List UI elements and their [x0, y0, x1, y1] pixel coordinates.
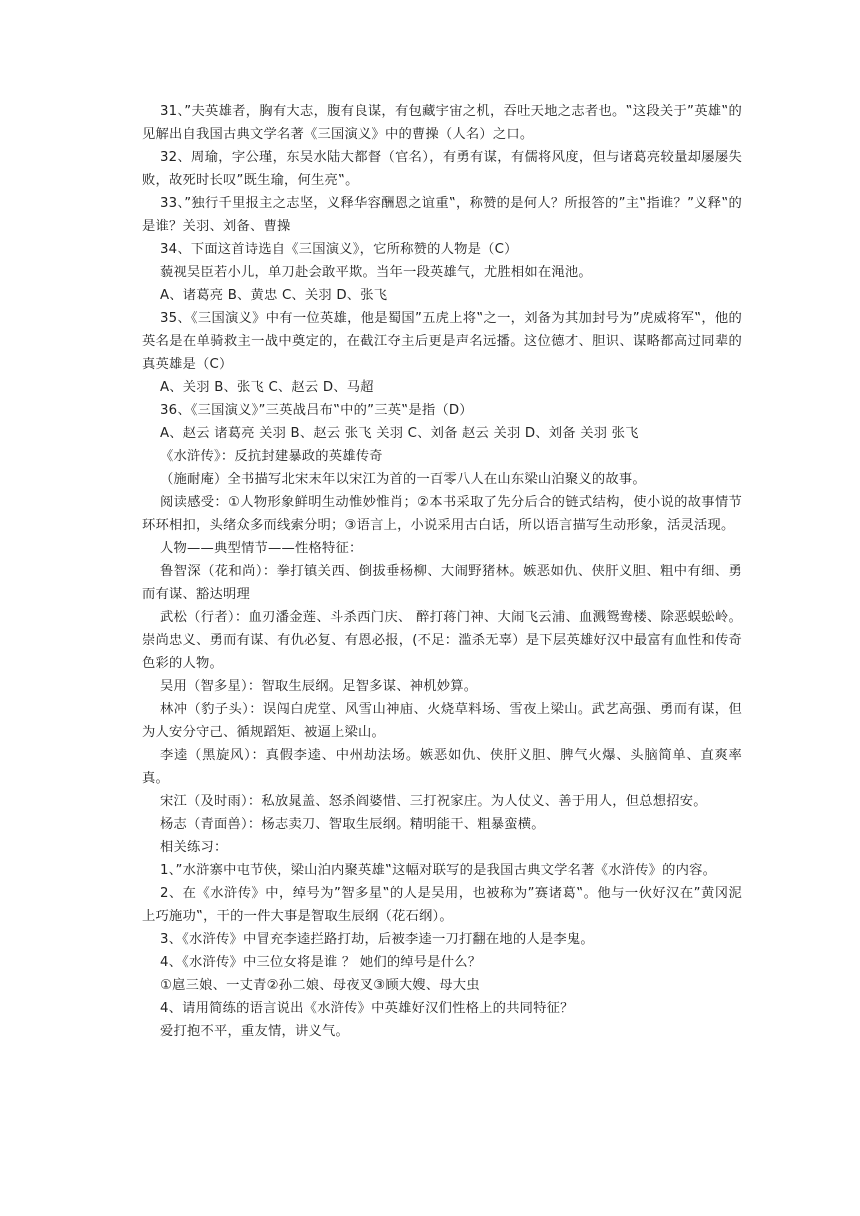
character-wu-song: 武松（行者）：血刃潘金莲、斗杀西门庆、 醉打蒋门神、大闹飞云浦、血溅鸳鸯楼、除恶蜈蚣岭。崇尚忠义、勇而有谋、有仇必复、有恩必报，(不足：滥杀无辜）是下层英雄好汉中最富有血性和传奇色彩的人物。 — [142, 610, 742, 671]
answer-options-36: A、赵云 诸葛亮 关羽 B、赵云 张飞 关羽 C、刘备 赵云 关羽 D、刘备 关羽 张飞 — [160, 426, 639, 441]
question-34: 34、下面这首诗选自《三国演义》，它所称赞的人物是（C） — [160, 242, 518, 257]
reading-impressions: 阅读感受：①人物形象鲜明生动惟妙惟肖；②本书采取了先分后合的链式结构，使小说的故事情节环环相扣，头绪众多而线索分明；③语言上，小说采用古白话，所以语言描写生动形象，活灵活现。 — [142, 495, 742, 533]
exercise-2: 2、在《水浒传》中，绰号为”智多星‟的人是吴用，也被称为”赛诸葛‟。他与一伙好汉在”黄冈泥上巧施功‟，干的一件大事是智取生辰纲（花石纲）。 — [142, 886, 742, 924]
character-li-kui: 李逵（黑旋风）：真假李逵、中州劫法场。嫉恶如仇、侠肝义胆、脾气火爆、头脑简单、直爽率真。 — [142, 748, 742, 786]
character-heading: 人物——典型情节——性格特征： — [160, 541, 363, 556]
question-31: 31、”夫英雄者，胸有大志，腹有良谋，有包藏宇宙之机，吞吐天地之志者也。‟这段关于”英雄‟的见解出自我国古典文学名著《三国演义》中的曹操（人名）之口。 — [142, 104, 742, 142]
character-wu-yong: 吴用（智多星）：智取生辰纲。足智多谋、神机妙算。 — [160, 679, 478, 694]
question-36: 36、《三国演义》”三英战吕布‟中的”三英‟是指（D） — [160, 403, 473, 418]
exercise-3: 3、《水浒传》中冒充李逵拦路打劫，后被李逵一刀打翻在地的人是李鬼。 — [160, 932, 594, 947]
book-summary: （施耐庵）全书描写北宋末年以宋江为首的一百零八人在山东梁山泊聚义的故事。 — [160, 472, 646, 487]
question-33: 33、”独行千里报主之志坚，义释华容酬恩之谊重‟，称赞的是何人？所报答的”主‟指谁？”义释‟的是谁？关羽、刘备、曹操 — [142, 196, 742, 234]
question-35: 35、《三国演义》中有一位英雄，他是蜀国”五虎上将‟之一，刘备为其加封号为”虎威将军‟，他的英名是在单骑救主一战中奠定的，在截江夺主后更是声名远播。这位德才、胆识、谋略都高过同辈的真英雄是（C） — [142, 311, 742, 372]
exercise-5-answer: 爱打抱不平，重友情，讲义气。 — [160, 1024, 349, 1039]
exercise-5: 4、请用简练的语言说出《水浒传》中英雄好汉们性格上的共同特征？ — [160, 1001, 574, 1016]
exercise-4-answer: ①扈三娘、一丈青②孙二娘、母夜叉③顾大嫂、母大虫 — [160, 978, 480, 993]
document-body — [142, 100, 742, 1043]
section-heading-shuihu: 《水浒传》：反抗封建暴政的英雄传奇 — [160, 449, 383, 464]
poem-line: 藐视吴臣若小儿，单刀赴会敢平欺。当年一段英雄气，尤胜相如在渑池。 — [160, 265, 592, 280]
exercise-4: 4、《水浒传》中三位女将是谁 ？ 她们的绰号是什么？ — [160, 955, 482, 970]
exercise-1: 1、”水浒寨中屯节侠，梁山泊内聚英雄‟这幅对联写的是我国古典文学名著《水浒传》的内容。 — [160, 863, 717, 878]
character-lu-zhishen: 鲁智深（花和尚）：拳打镇关西、倒拔垂杨柳、大闹野猪林。嫉恶如仇、侠肝义胆、粗中有细、勇而有谋、豁达明理 — [142, 564, 742, 602]
character-lin-chong: 林冲（豹子头）：误闯白虎堂、风雪山神庙、火烧草料场、雪夜上梁山。武艺高强、勇而有谋，但为人安分守己、循规蹈矩、被逼上梁山。 — [142, 702, 742, 740]
question-32: 32、周瑜，字公瑾，东吴水陆大都督（官名），有勇有谋，有儒将风度，但与诸葛亮较量却屡屡失败，故死时长叹”既生瑜，何生亮‟。 — [142, 150, 742, 188]
answer-options-35: A、关羽 B、张飞 C、赵云 D、马超 — [160, 380, 374, 395]
exercises-heading: 相关练习： — [160, 840, 228, 855]
answer-options-34: A、诸葛亮 B、黄忠 C、关羽 D、张飞 — [160, 288, 388, 303]
character-yang-zhi: 杨志（青面兽）：杨志卖刀、智取生辰纲。精明能干、粗暴蛮横。 — [160, 817, 545, 832]
character-song-jiang: 宋江（及时雨）：私放晁盖、怒杀阎婆惜、三打祝家庄。为人仗义、善于用人，但总想招安。 — [160, 794, 707, 809]
